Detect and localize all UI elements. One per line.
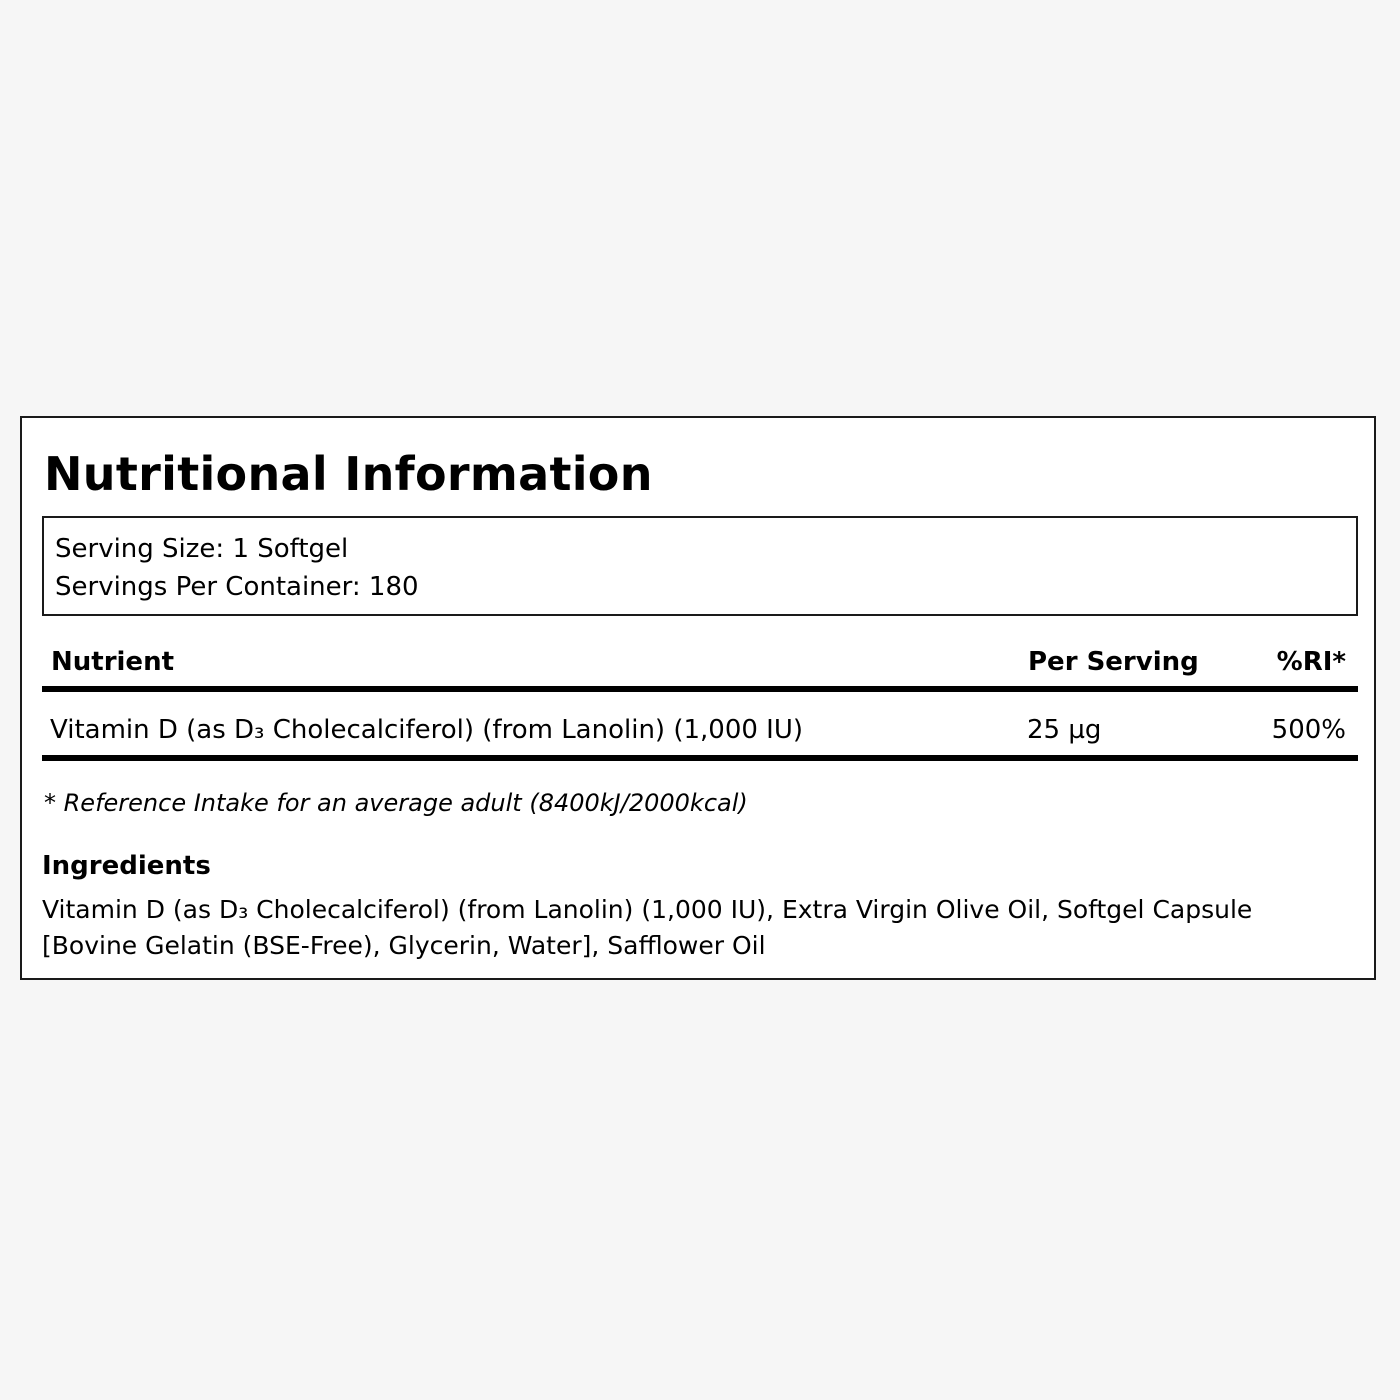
ingredients-heading: Ingredients <box>42 851 211 881</box>
nutrient-amount: 25 µg <box>1027 715 1102 745</box>
column-header-nutrient: Nutrient <box>51 647 175 677</box>
reference-footnote: * Reference Intake for an average adult (8400kJ/2000kcal) <box>44 789 748 817</box>
row-divider <box>42 755 1358 761</box>
nutrient-ri: 500% <box>1271 715 1346 745</box>
nutrition-panel <box>20 416 1376 980</box>
serving-info-box <box>42 516 1358 616</box>
nutrient-name: Vitamin D (as D₃ Cholecalciferol) (from Lanolin) (1,000 IU) <box>50 715 804 745</box>
header-divider <box>42 686 1358 692</box>
column-header-ri: %RI* <box>1276 647 1346 677</box>
ingredients-text: Vitamin D (as D₃ Cholecalciferol) (from Lanolin) (1,000 IU), Extra Virgin Olive Oil, Softgel Capsule [Bovine Gelatin (BSE-Free), Glycerin, Water], Safflower Oil <box>42 895 1253 960</box>
servings-per-container: Servings Per Container: 180 <box>55 572 419 602</box>
serving-size: Serving Size: 1 Softgel <box>55 534 349 564</box>
panel-title: Nutritional Information <box>44 447 653 501</box>
column-header-per-serving: Per Serving <box>1028 647 1199 677</box>
